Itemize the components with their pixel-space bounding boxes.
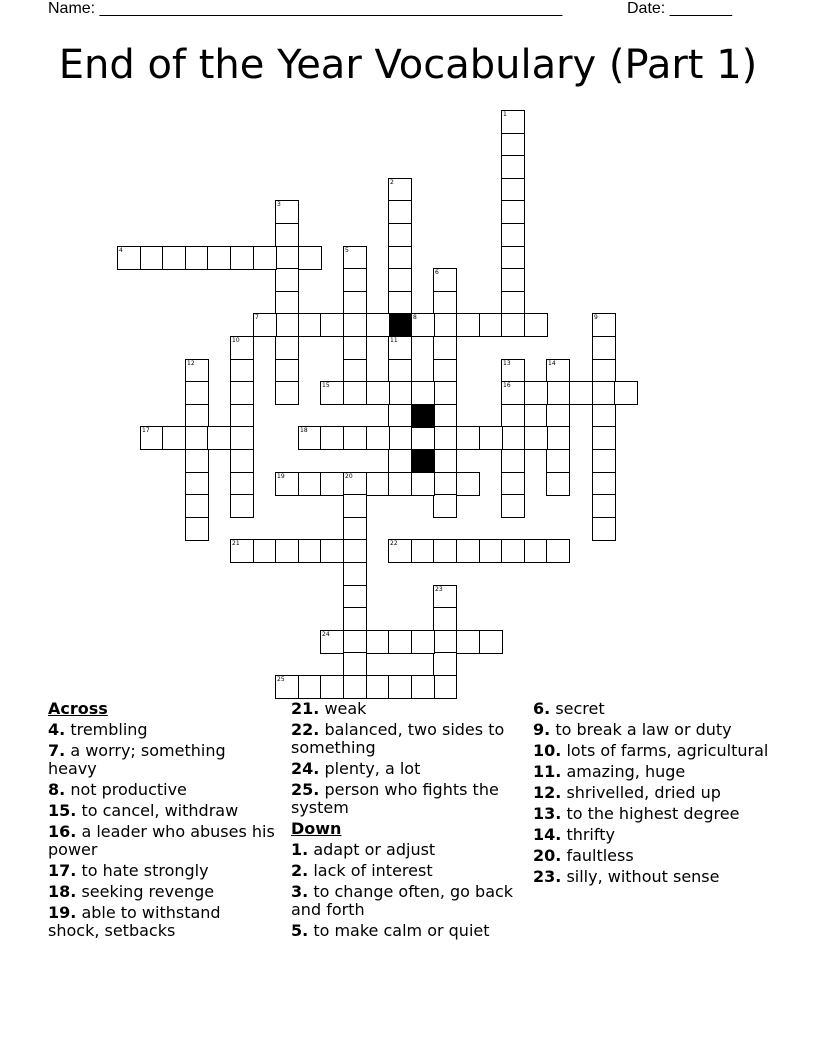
clue-down-11 — [533, 763, 773, 781]
crossword-cell[interactable] — [433, 675, 457, 699]
clue-text: secret — [555, 699, 605, 718]
crossword-cell[interactable] — [411, 539, 435, 563]
crossword-cell[interactable] — [546, 404, 570, 428]
cell-number: 15 — [322, 382, 330, 389]
crossword-cell[interactable] — [388, 449, 412, 473]
clue-down-6 — [533, 700, 773, 718]
crossword-cell[interactable] — [501, 359, 525, 383]
crossword-cell[interactable] — [343, 336, 367, 360]
crossword-cell[interactable] — [343, 517, 367, 541]
clue-number: 15. — [48, 801, 77, 820]
crossword-cell[interactable] — [162, 246, 186, 270]
clue-text: weak — [324, 699, 367, 718]
crossword-cell[interactable] — [411, 630, 435, 654]
crossword-cell[interactable] — [411, 313, 435, 337]
clue-text: to break a law or duty — [555, 720, 732, 739]
clue-text: seeking revenge — [81, 882, 215, 901]
crossword-cell[interactable] — [343, 607, 367, 631]
crossword-cell[interactable] — [320, 426, 344, 450]
clue-across-21 — [291, 700, 521, 718]
crossword-cell[interactable] — [388, 630, 412, 654]
crossword-cell[interactable] — [343, 381, 367, 405]
clue-down-5 — [291, 922, 521, 940]
crossword-cell[interactable] — [524, 426, 548, 450]
across-heading: Across — [48, 699, 108, 718]
cell-number: 1 — [503, 111, 507, 118]
header — [48, 0, 748, 20]
crossword-cell[interactable] — [343, 291, 367, 315]
crossword-cell[interactable] — [230, 449, 254, 473]
crossword-cell[interactable] — [230, 381, 254, 405]
crossword-cell[interactable] — [501, 426, 525, 450]
crossword-cell[interactable] — [162, 426, 186, 450]
crossword-cell[interactable] — [343, 313, 367, 337]
cell-number: 14 — [548, 360, 556, 367]
crossword-cell[interactable] — [320, 630, 344, 654]
crossword-cell[interactable] — [501, 246, 525, 270]
crossword-cell[interactable] — [592, 449, 616, 473]
crossword-cell[interactable] — [501, 155, 525, 179]
crossword-cell[interactable] — [185, 517, 209, 541]
crossword-cell[interactable] — [298, 426, 322, 450]
cell-number: 20 — [345, 473, 353, 480]
crossword-cell[interactable] — [343, 268, 367, 292]
crossword-cell[interactable] — [456, 426, 480, 450]
clue-text: a leader who abuses his power — [48, 822, 275, 859]
clue-across-4 — [48, 721, 276, 739]
page-title: End of the Year Vocabulary (Part 1) — [58, 42, 758, 88]
clue-text: person who fights the system — [291, 780, 499, 817]
crossword-cell[interactable] — [501, 313, 525, 337]
crossword-cell[interactable] — [320, 539, 344, 563]
crossword-cell[interactable] — [366, 381, 390, 405]
clue-number: 24. — [291, 759, 320, 778]
crossword-cell[interactable] — [298, 472, 322, 496]
crossword-cell[interactable] — [501, 539, 525, 563]
crossword-cell[interactable] — [433, 359, 457, 383]
crossword-cell[interactable] — [185, 494, 209, 518]
crossword-cell[interactable] — [433, 336, 457, 360]
crossword-cell[interactable] — [569, 381, 593, 405]
crossword-cell[interactable] — [388, 426, 412, 450]
cell-number: 22 — [390, 540, 398, 547]
crossword-cell[interactable] — [411, 426, 435, 450]
clue-across-8 — [48, 781, 276, 799]
crossword-cell[interactable] — [433, 381, 457, 405]
clue-text: lack of interest — [313, 861, 433, 880]
crossword-cell[interactable] — [501, 110, 525, 134]
crossword-cell[interactable] — [501, 472, 525, 496]
down-heading: Down — [291, 819, 342, 838]
crossword-cell[interactable] — [388, 404, 412, 428]
crossword-cell[interactable] — [433, 652, 457, 676]
crossword-cell[interactable] — [433, 494, 457, 518]
crossword-cell[interactable] — [433, 472, 457, 496]
crossword-cell[interactable] — [366, 313, 390, 337]
clue-across-18 — [48, 883, 276, 901]
clue-text: amazing, huge — [566, 762, 686, 781]
crossword-cell[interactable] — [433, 291, 457, 315]
clue-number: 3. — [291, 882, 309, 901]
crossword-cell[interactable] — [230, 472, 254, 496]
crossword-cell[interactable] — [275, 246, 299, 270]
clue-number: 16. — [48, 822, 77, 841]
crossword-cell[interactable] — [592, 494, 616, 518]
clue-across-25 — [291, 781, 521, 817]
crossword-cell[interactable] — [343, 359, 367, 383]
clue-number: 22. — [291, 720, 320, 739]
crossword-cell[interactable] — [343, 426, 367, 450]
clue-down-3 — [291, 883, 521, 919]
crossword-cell[interactable] — [524, 381, 548, 405]
crossword-cell[interactable] — [411, 472, 435, 496]
crossword-cell[interactable] — [546, 539, 570, 563]
clue-down-20 — [533, 847, 773, 865]
crossword-cell[interactable] — [546, 449, 570, 473]
crossword-cell[interactable] — [546, 426, 570, 450]
crossword-cell[interactable] — [433, 449, 457, 473]
clue-across-15 — [48, 802, 276, 820]
crossword-cell[interactable] — [140, 426, 164, 450]
cell-number: 17 — [142, 427, 150, 434]
crossword-cell[interactable] — [388, 539, 412, 563]
crossword-cell[interactable] — [275, 223, 299, 247]
crossword-cell[interactable] — [343, 630, 367, 654]
crossword-cell[interactable] — [479, 630, 503, 654]
crossword-cell[interactable] — [592, 381, 616, 405]
crossword-cell[interactable] — [298, 675, 322, 699]
crossword-cell[interactable] — [185, 472, 209, 496]
cell-number: 19 — [277, 473, 285, 480]
crossword-cell[interactable] — [388, 336, 412, 360]
crossword-cell[interactable] — [320, 675, 344, 699]
clue-down-12 — [533, 784, 773, 802]
clues-column-1 — [48, 700, 276, 943]
crossword-cell[interactable] — [388, 675, 412, 699]
crossword-cell[interactable] — [433, 630, 457, 654]
crossword-cell[interactable] — [433, 607, 457, 631]
cell-number: 11 — [390, 337, 398, 344]
crossword-cell[interactable] — [501, 291, 525, 315]
crossword-cell[interactable] — [185, 449, 209, 473]
clue-text: thrifty — [566, 825, 615, 844]
crossword-cell[interactable] — [479, 539, 503, 563]
cell-number: 18 — [300, 427, 308, 434]
crossword-cell[interactable] — [501, 381, 525, 405]
clue-across-24 — [291, 760, 521, 778]
clue-number: 1. — [291, 840, 309, 859]
crossword-cell[interactable] — [433, 426, 457, 450]
crossword-cell[interactable] — [501, 223, 525, 247]
crossword-cell[interactable] — [411, 675, 435, 699]
clue-across-7 — [48, 742, 276, 778]
crossword-cell[interactable] — [343, 562, 367, 586]
name-field[interactable]: Name: ____________________________________________________ — [48, 0, 563, 17]
clue-number: 17. — [48, 861, 77, 880]
crossword-cell[interactable] — [230, 494, 254, 518]
crossword-cell[interactable] — [275, 381, 299, 405]
crossword-cell[interactable] — [253, 246, 277, 270]
crossword-cell[interactable] — [366, 630, 390, 654]
crossword-cell[interactable] — [456, 539, 480, 563]
crossword-cell[interactable] — [230, 426, 254, 450]
crossword-cell[interactable] — [275, 291, 299, 315]
cell-number: 16 — [503, 382, 511, 389]
crossword-cell[interactable] — [275, 359, 299, 383]
clue-number: 9. — [533, 720, 551, 739]
clue-number: 12. — [533, 783, 562, 802]
crossword-cell[interactable] — [185, 404, 209, 428]
clue-number: 21. — [291, 699, 320, 718]
crossword-cell[interactable] — [388, 291, 412, 315]
clue-down-2 — [291, 862, 521, 880]
crossword-cell[interactable] — [298, 246, 322, 270]
clue-number: 18. — [48, 882, 77, 901]
clue-text: trembling — [70, 720, 148, 739]
clue-text: to cancel, withdraw — [81, 801, 239, 820]
crossword-cell[interactable] — [207, 426, 231, 450]
crossword-cell[interactable] — [388, 246, 412, 270]
clue-number: 13. — [533, 804, 562, 823]
crossword-cell[interactable] — [592, 336, 616, 360]
crossword-black-cell — [388, 313, 412, 337]
clues-column-2 — [291, 700, 521, 943]
cell-number: 8 — [413, 314, 417, 321]
cell-number: 23 — [435, 586, 443, 593]
crossword-cell[interactable] — [343, 494, 367, 518]
clue-number: 2. — [291, 861, 309, 880]
crossword-cell[interactable] — [388, 200, 412, 224]
clue-text: able to withstand shock, setbacks — [48, 903, 221, 940]
clue-number: 4. — [48, 720, 66, 739]
clue-across-16 — [48, 823, 276, 859]
crossword-cell[interactable] — [343, 539, 367, 563]
clue-text: faultless — [566, 846, 634, 865]
crossword-cell[interactable] — [479, 313, 503, 337]
cell-number: 4 — [119, 247, 123, 254]
crossword-cell[interactable] — [185, 359, 209, 383]
clue-text: silly, without sense — [566, 867, 720, 886]
clue-text: shrivelled, dried up — [566, 783, 721, 802]
crossword-cell[interactable] — [433, 404, 457, 428]
cell-number: 13 — [503, 360, 511, 367]
crossword-cell[interactable] — [388, 178, 412, 202]
cell-number: 3 — [277, 201, 281, 208]
crossword-cell[interactable] — [320, 381, 344, 405]
crossword-cell[interactable] — [592, 472, 616, 496]
crossword-cell[interactable] — [388, 381, 412, 405]
crossword-cell[interactable] — [501, 449, 525, 473]
crossword-cell[interactable] — [546, 472, 570, 496]
clue-down-1 — [291, 841, 521, 859]
clue-text: not productive — [70, 780, 187, 799]
clue-down-10 — [533, 742, 773, 760]
crossword-cell[interactable] — [343, 246, 367, 270]
clue-number: 23. — [533, 867, 562, 886]
crossword-black-cell — [411, 449, 435, 473]
crossword-cell[interactable] — [343, 652, 367, 676]
clue-text: lots of farms, agricultural — [566, 741, 769, 760]
crossword-cell[interactable] — [433, 313, 457, 337]
crossword-cell[interactable] — [433, 539, 457, 563]
cell-number: 10 — [232, 337, 240, 344]
clue-down-13 — [533, 805, 773, 823]
crossword-cell[interactable] — [117, 246, 141, 270]
clue-number: 19. — [48, 903, 77, 922]
crossword-cell[interactable] — [298, 539, 322, 563]
crossword-cell[interactable] — [140, 246, 164, 270]
crossword-cell[interactable] — [230, 404, 254, 428]
clue-text: to the highest degree — [566, 804, 740, 823]
clue-text: to make calm or quiet — [313, 921, 490, 940]
crossword-cell[interactable] — [501, 494, 525, 518]
clue-number: 6. — [533, 699, 551, 718]
crossword-cell[interactable] — [185, 246, 209, 270]
date-field[interactable]: Date: _______ — [627, 0, 732, 17]
cell-number: 9 — [594, 314, 598, 321]
clue-number: 10. — [533, 741, 562, 760]
crossword-cell[interactable] — [388, 359, 412, 383]
crossword-cell[interactable] — [592, 426, 616, 450]
crossword-cell[interactable] — [275, 472, 299, 496]
crossword-cell[interactable] — [343, 472, 367, 496]
crossword-cell[interactable] — [275, 336, 299, 360]
crossword-cell[interactable] — [253, 539, 277, 563]
cell-number: 12 — [187, 360, 195, 367]
crossword-cell[interactable] — [479, 426, 503, 450]
crossword-cell[interactable] — [388, 472, 412, 496]
crossword-cell[interactable] — [275, 200, 299, 224]
crossword-cell[interactable] — [320, 472, 344, 496]
crossword-cell[interactable] — [253, 313, 277, 337]
crossword-cell[interactable] — [501, 268, 525, 292]
crossword-cell[interactable] — [501, 133, 525, 157]
crossword-cell[interactable] — [366, 675, 390, 699]
crossword-cell[interactable] — [592, 313, 616, 337]
crossword-cell[interactable] — [411, 381, 435, 405]
cell-number: 5 — [345, 247, 349, 254]
crossword-cell[interactable] — [501, 200, 525, 224]
crossword-cell[interactable] — [185, 426, 209, 450]
clue-down-14 — [533, 826, 773, 844]
crossword-cell[interactable] — [185, 381, 209, 405]
crossword-cell[interactable] — [592, 359, 616, 383]
crossword-cell[interactable] — [456, 472, 480, 496]
crossword-cell[interactable] — [230, 246, 254, 270]
crossword-cell[interactable] — [207, 246, 231, 270]
clue-text: balanced, two sides to something — [291, 720, 505, 757]
clue-number: 20. — [533, 846, 562, 865]
crossword-cell[interactable] — [614, 381, 638, 405]
cell-number: 25 — [277, 676, 285, 683]
clue-text: plenty, a lot — [324, 759, 421, 778]
clue-number: 8. — [48, 780, 66, 799]
clue-number: 5. — [291, 921, 309, 940]
cell-number: 2 — [390, 179, 394, 186]
clue-text: a worry; something heavy — [48, 741, 226, 778]
crossword-cell[interactable] — [524, 539, 548, 563]
crossword-cell[interactable] — [546, 381, 570, 405]
crossword-cell[interactable] — [388, 268, 412, 292]
crossword-cell[interactable] — [275, 675, 299, 699]
crossword-cell[interactable] — [501, 404, 525, 428]
clue-text: to change often, go back and forth — [291, 882, 514, 919]
crossword-cell[interactable] — [343, 585, 367, 609]
crossword-cell[interactable] — [524, 313, 548, 337]
clue-number: 11. — [533, 762, 562, 781]
clue-down-23 — [533, 868, 773, 886]
clue-across-22 — [291, 721, 521, 757]
clue-number: 25. — [291, 780, 320, 799]
clue-text: to hate strongly — [81, 861, 209, 880]
crossword-cell[interactable] — [456, 630, 480, 654]
crossword-cell[interactable] — [433, 585, 457, 609]
clues-column-3 — [533, 700, 773, 889]
clue-across-19 — [48, 904, 276, 940]
crossword-cell[interactable] — [230, 359, 254, 383]
clue-text: adapt or adjust — [313, 840, 436, 859]
crossword-cell[interactable] — [275, 313, 299, 337]
crossword-cell[interactable] — [546, 359, 570, 383]
crossword-cell[interactable] — [320, 313, 344, 337]
clue-down-9 — [533, 721, 773, 739]
crossword-cell[interactable] — [456, 313, 480, 337]
cell-number: 7 — [255, 314, 259, 321]
clue-number: 7. — [48, 741, 66, 760]
cell-number: 21 — [232, 540, 240, 547]
crossword-cell[interactable] — [592, 404, 616, 428]
crossword-black-cell — [411, 404, 435, 428]
clue-across-17 — [48, 862, 276, 880]
crossword-cell[interactable] — [230, 539, 254, 563]
crossword-cell[interactable] — [275, 539, 299, 563]
cell-number: 24 — [322, 631, 330, 638]
clue-number: 14. — [533, 825, 562, 844]
crossword-cell[interactable] — [343, 675, 367, 699]
crossword-cell[interactable] — [298, 313, 322, 337]
crossword-cell[interactable] — [275, 268, 299, 292]
crossword-cell[interactable] — [592, 517, 616, 541]
crossword-cell[interactable] — [433, 268, 457, 292]
crossword-cell[interactable] — [388, 223, 412, 247]
cell-number: 6 — [435, 269, 439, 276]
crossword-cell[interactable] — [230, 336, 254, 360]
crossword-cell[interactable] — [366, 472, 390, 496]
crossword-cell[interactable] — [366, 426, 390, 450]
crossword-cell[interactable] — [501, 178, 525, 202]
